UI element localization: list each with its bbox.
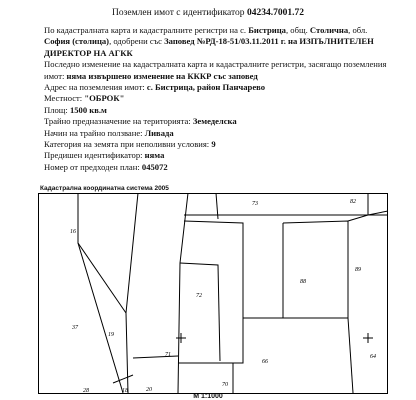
area-value: 1500 кв.м	[69, 104, 107, 115]
usage-value: Ливада	[144, 127, 174, 138]
boundary-line	[126, 193, 138, 393]
cadastre-text-mid: , общ.	[285, 25, 310, 35]
region-name: София (столица)	[44, 36, 110, 47]
previous-id-value: няма	[144, 150, 165, 161]
cadastre-line-1	[44, 25, 404, 36]
usage-label: Начин на трайно ползване:	[44, 127, 145, 138]
usage-row	[44, 128, 404, 139]
parcel-label-73: 73	[252, 201, 258, 207]
area-label: Площ:	[44, 104, 70, 115]
locality-value: "ОБРОК"	[84, 93, 125, 104]
boundary-line	[78, 243, 126, 313]
order-reference: Заповед №РД-18-51/03.11.2011 г. на ИЗПЪЛНИТЕЛЕН	[164, 36, 374, 47]
parcel-label-64: 64	[370, 354, 376, 360]
purpose-label: Трайно предназначение на територията:	[44, 116, 193, 127]
previous-plan-row	[44, 162, 404, 173]
last-change-label: имот:	[44, 70, 67, 81]
locality-label: Местност:	[44, 93, 85, 104]
parcel-label-71: 71	[165, 352, 171, 358]
address-value: с. Бистрица, район Панчарево	[146, 82, 266, 93]
last-change-line-2	[44, 71, 404, 82]
approved-text: , одобрени със	[109, 36, 165, 47]
order-authority: ДИРЕКТОР НА АГКК	[44, 47, 133, 58]
purpose-value: Земеделска	[192, 116, 237, 127]
grid-cross	[176, 333, 186, 343]
boundary-line	[348, 318, 353, 393]
grid-cross	[363, 333, 373, 343]
document-body	[44, 25, 404, 173]
boundary-line	[133, 356, 178, 358]
boundary-line	[243, 223, 283, 318]
cadastral-map	[38, 193, 388, 394]
last-change-text: Последно изменение на кадастралната карта и кадастралните регистри, засягащо поземления	[44, 59, 387, 70]
previous-id-row	[44, 150, 404, 161]
parcel-label-66: 66	[262, 359, 268, 365]
coordinate-system-caption: Кадастрална координатна система 2005	[40, 185, 169, 192]
parcel-label-16: 16	[70, 229, 76, 235]
boundary-line	[78, 193, 123, 393]
parcel-label-19: 19	[108, 332, 114, 338]
boundary-line	[184, 221, 243, 318]
parcel-label-28: 28	[83, 388, 89, 394]
parcel-label-18: 18	[122, 388, 128, 394]
boundary-line	[283, 221, 348, 318]
cadastre-text: По кадастралната карта и кадастралните регистри на с.	[44, 25, 249, 35]
previous-id-label: Предишен идентификатор:	[44, 150, 145, 161]
parcel-label-70: 70	[222, 382, 228, 388]
parcel-label-89: 89	[355, 267, 361, 273]
address-label: Адрес на поземления имот:	[44, 82, 147, 93]
category-value: 9	[211, 139, 216, 150]
previous-plan-value: 045072	[141, 161, 168, 172]
parcel-label-20: 20	[146, 387, 152, 393]
area-row	[44, 105, 404, 116]
category-row	[44, 139, 404, 150]
boundary-line	[178, 318, 243, 363]
parcel-label-72: 72	[196, 293, 202, 299]
locality-row	[44, 93, 404, 104]
parcel-label-37: 37	[72, 325, 78, 331]
cadastre-line-2	[44, 36, 404, 47]
document-title	[0, 8, 416, 18]
parcel-label-82: 82	[350, 199, 356, 205]
cadastre-text-end: , обл.	[348, 25, 368, 35]
last-change-value: няма извършено изменение на КККР със заповед	[66, 70, 258, 81]
map-scale: М 1:1000	[193, 394, 223, 400]
last-change-line-1	[44, 59, 404, 70]
boundary-line	[180, 263, 220, 361]
village-name: Бистрица	[248, 25, 286, 35]
previous-plan-label: Номер от предходен план:	[44, 161, 142, 172]
cadastre-line-3	[44, 48, 404, 59]
category-label: Категория на земята при неполивни условия:	[44, 139, 212, 150]
title-prefix: Поземлен имот с идентификатор	[112, 8, 247, 18]
property-identifier: 04234.7001.72	[246, 8, 304, 18]
purpose-row	[44, 116, 404, 127]
address-row	[44, 82, 404, 93]
parcel-label-88: 88	[300, 279, 306, 285]
boundary-line	[113, 375, 133, 383]
municipality-name: Столична	[309, 25, 349, 35]
